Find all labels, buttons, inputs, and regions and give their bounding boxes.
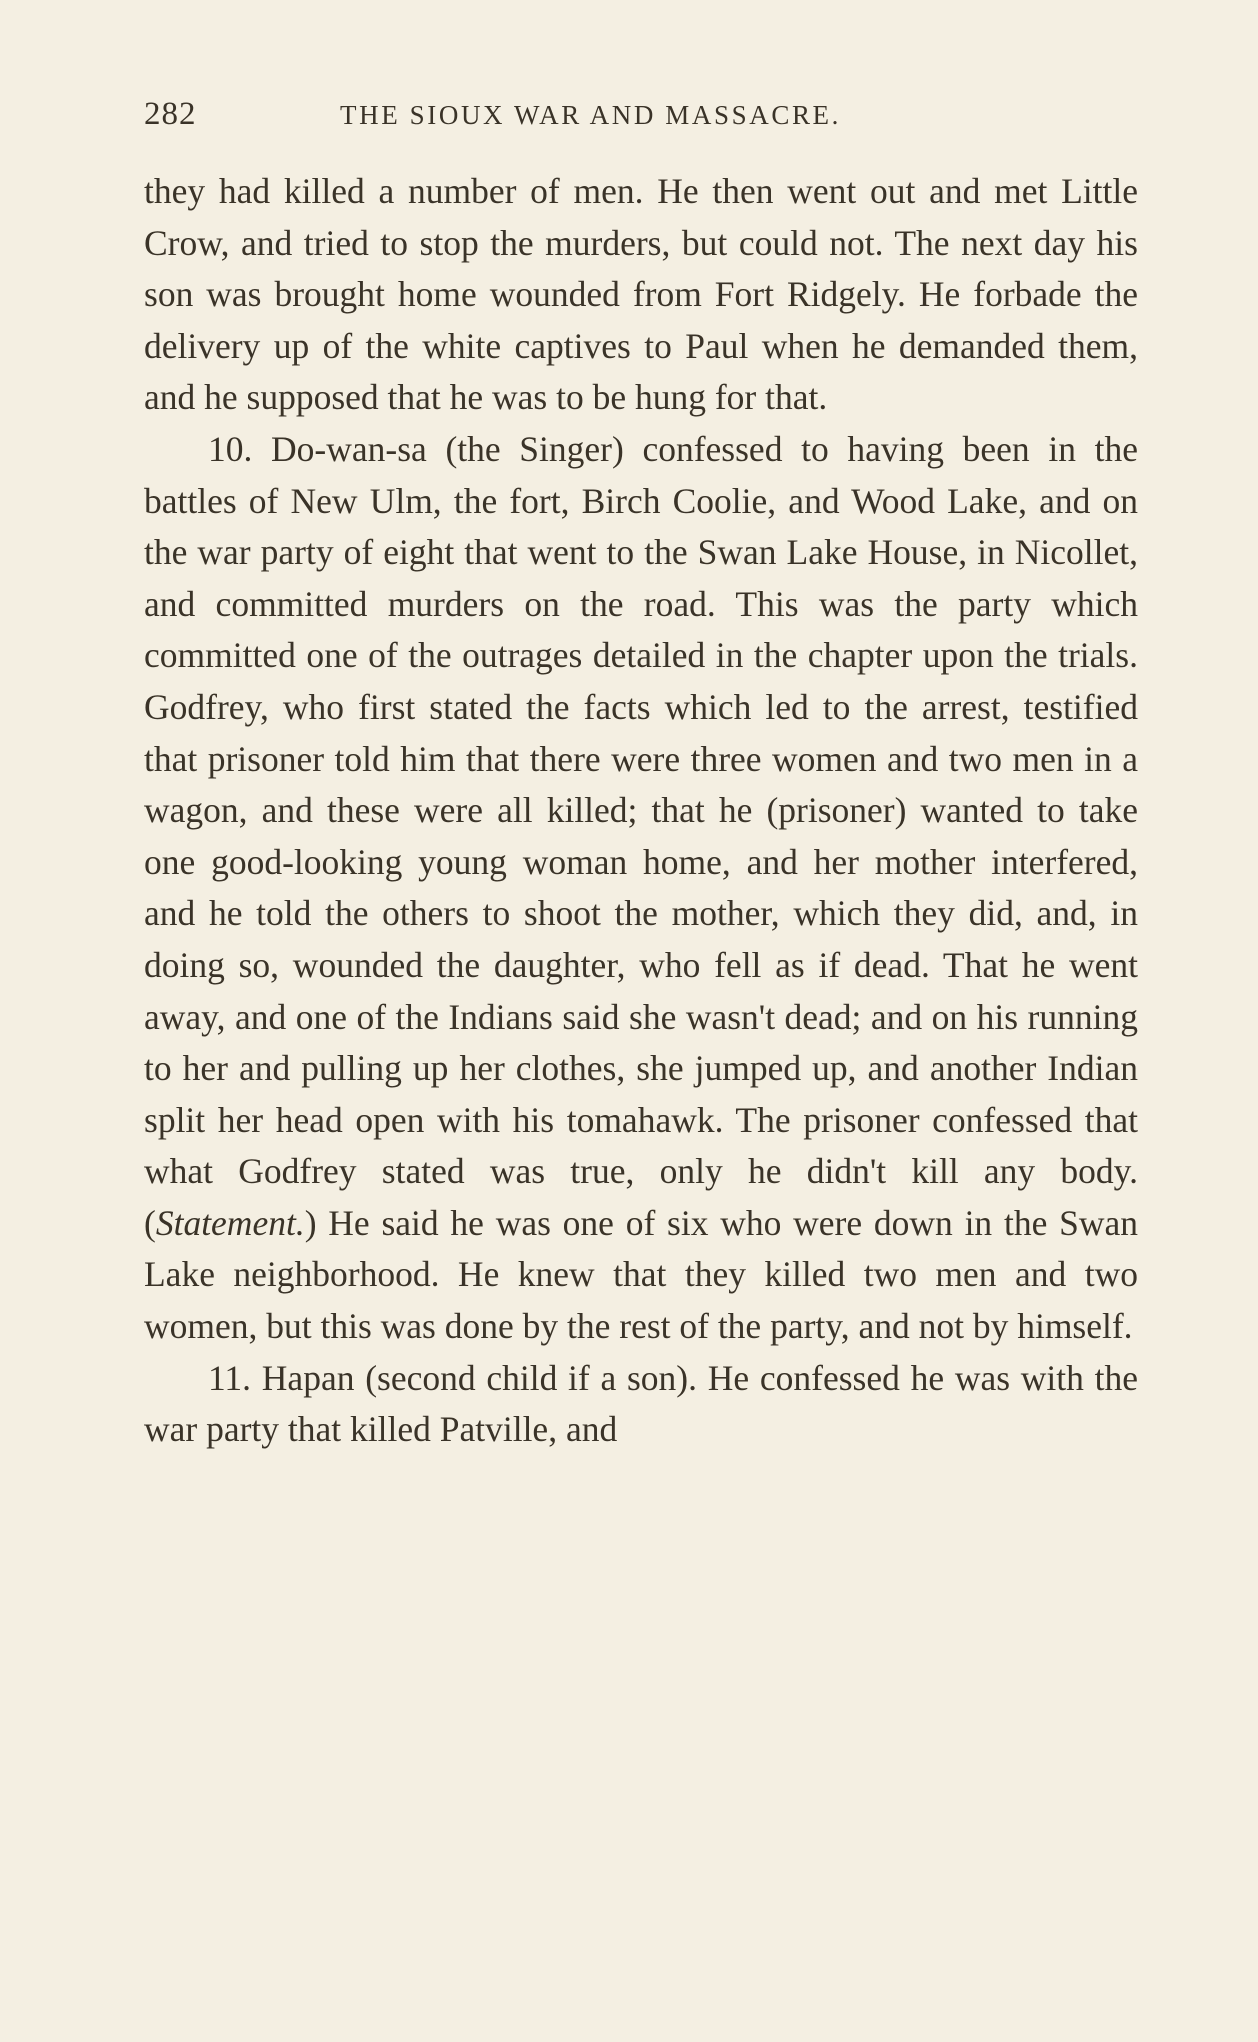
paragraph-item-11: 11. Hapan (second child if a son). He confessed he was with the war party that killed Patville, and (144, 1357, 1138, 1450)
statement-citation: Statement. (155, 1202, 305, 1243)
running-head (144, 96, 1134, 140)
paragraph-continuation: they had killed a number of men. He then went out and met Little Crow, and tried to stop the murders, but could not. The next day his son was brought home wounded from Fort Ridgely. He forbade the delivery up of the white captives to Paul when he demanded them, and he supposed that he was to be hung for that. (144, 171, 1138, 418)
paragraph-item-10 (144, 424, 1138, 1353)
paragraph-item-10-text: 10. Do-wan-sa (the Singer) confessed to having been in the battles of New Ulm, the fort, Birch Coolie, and Wood Lake, and on the war party of eight that went to the Swan Lake House, in Nicollet, and committed murders on the road. This was the party which committed one of the outrages detailed in the chapter upon the trials. Godfrey, who first stated the facts which led to the arrest, testified that prisoner told him that there were three women and two men in a wagon, and these were all killed; that he (prisoner) wanted to take one good-looking young woman home, and her mother interfered, and he told the others to shoot the mother, which they did, and, in doing so, wounded the daughter, who fell as if dead. That he went away, and one of the Indians said she wasn't dead; and on his running to her and pulling up her clothes, she jumped up, and another Indian split her head open with his tomahawk. The prisoner confessed that what Godfrey stated was true, only he didn't kill any body. ( (144, 428, 1138, 1243)
running-head-title: THE SIOUX WAR AND MASSACRE. (340, 100, 842, 130)
body-text (144, 166, 1138, 1456)
paragraph-item-10-text-cont: ) He said he was one of six who were down in the Swan Lake neighborhood. He knew that they killed two men and two women, but this was done by the rest of the party, and not by himself. (144, 1202, 1138, 1347)
page-number: 282 (144, 96, 197, 132)
